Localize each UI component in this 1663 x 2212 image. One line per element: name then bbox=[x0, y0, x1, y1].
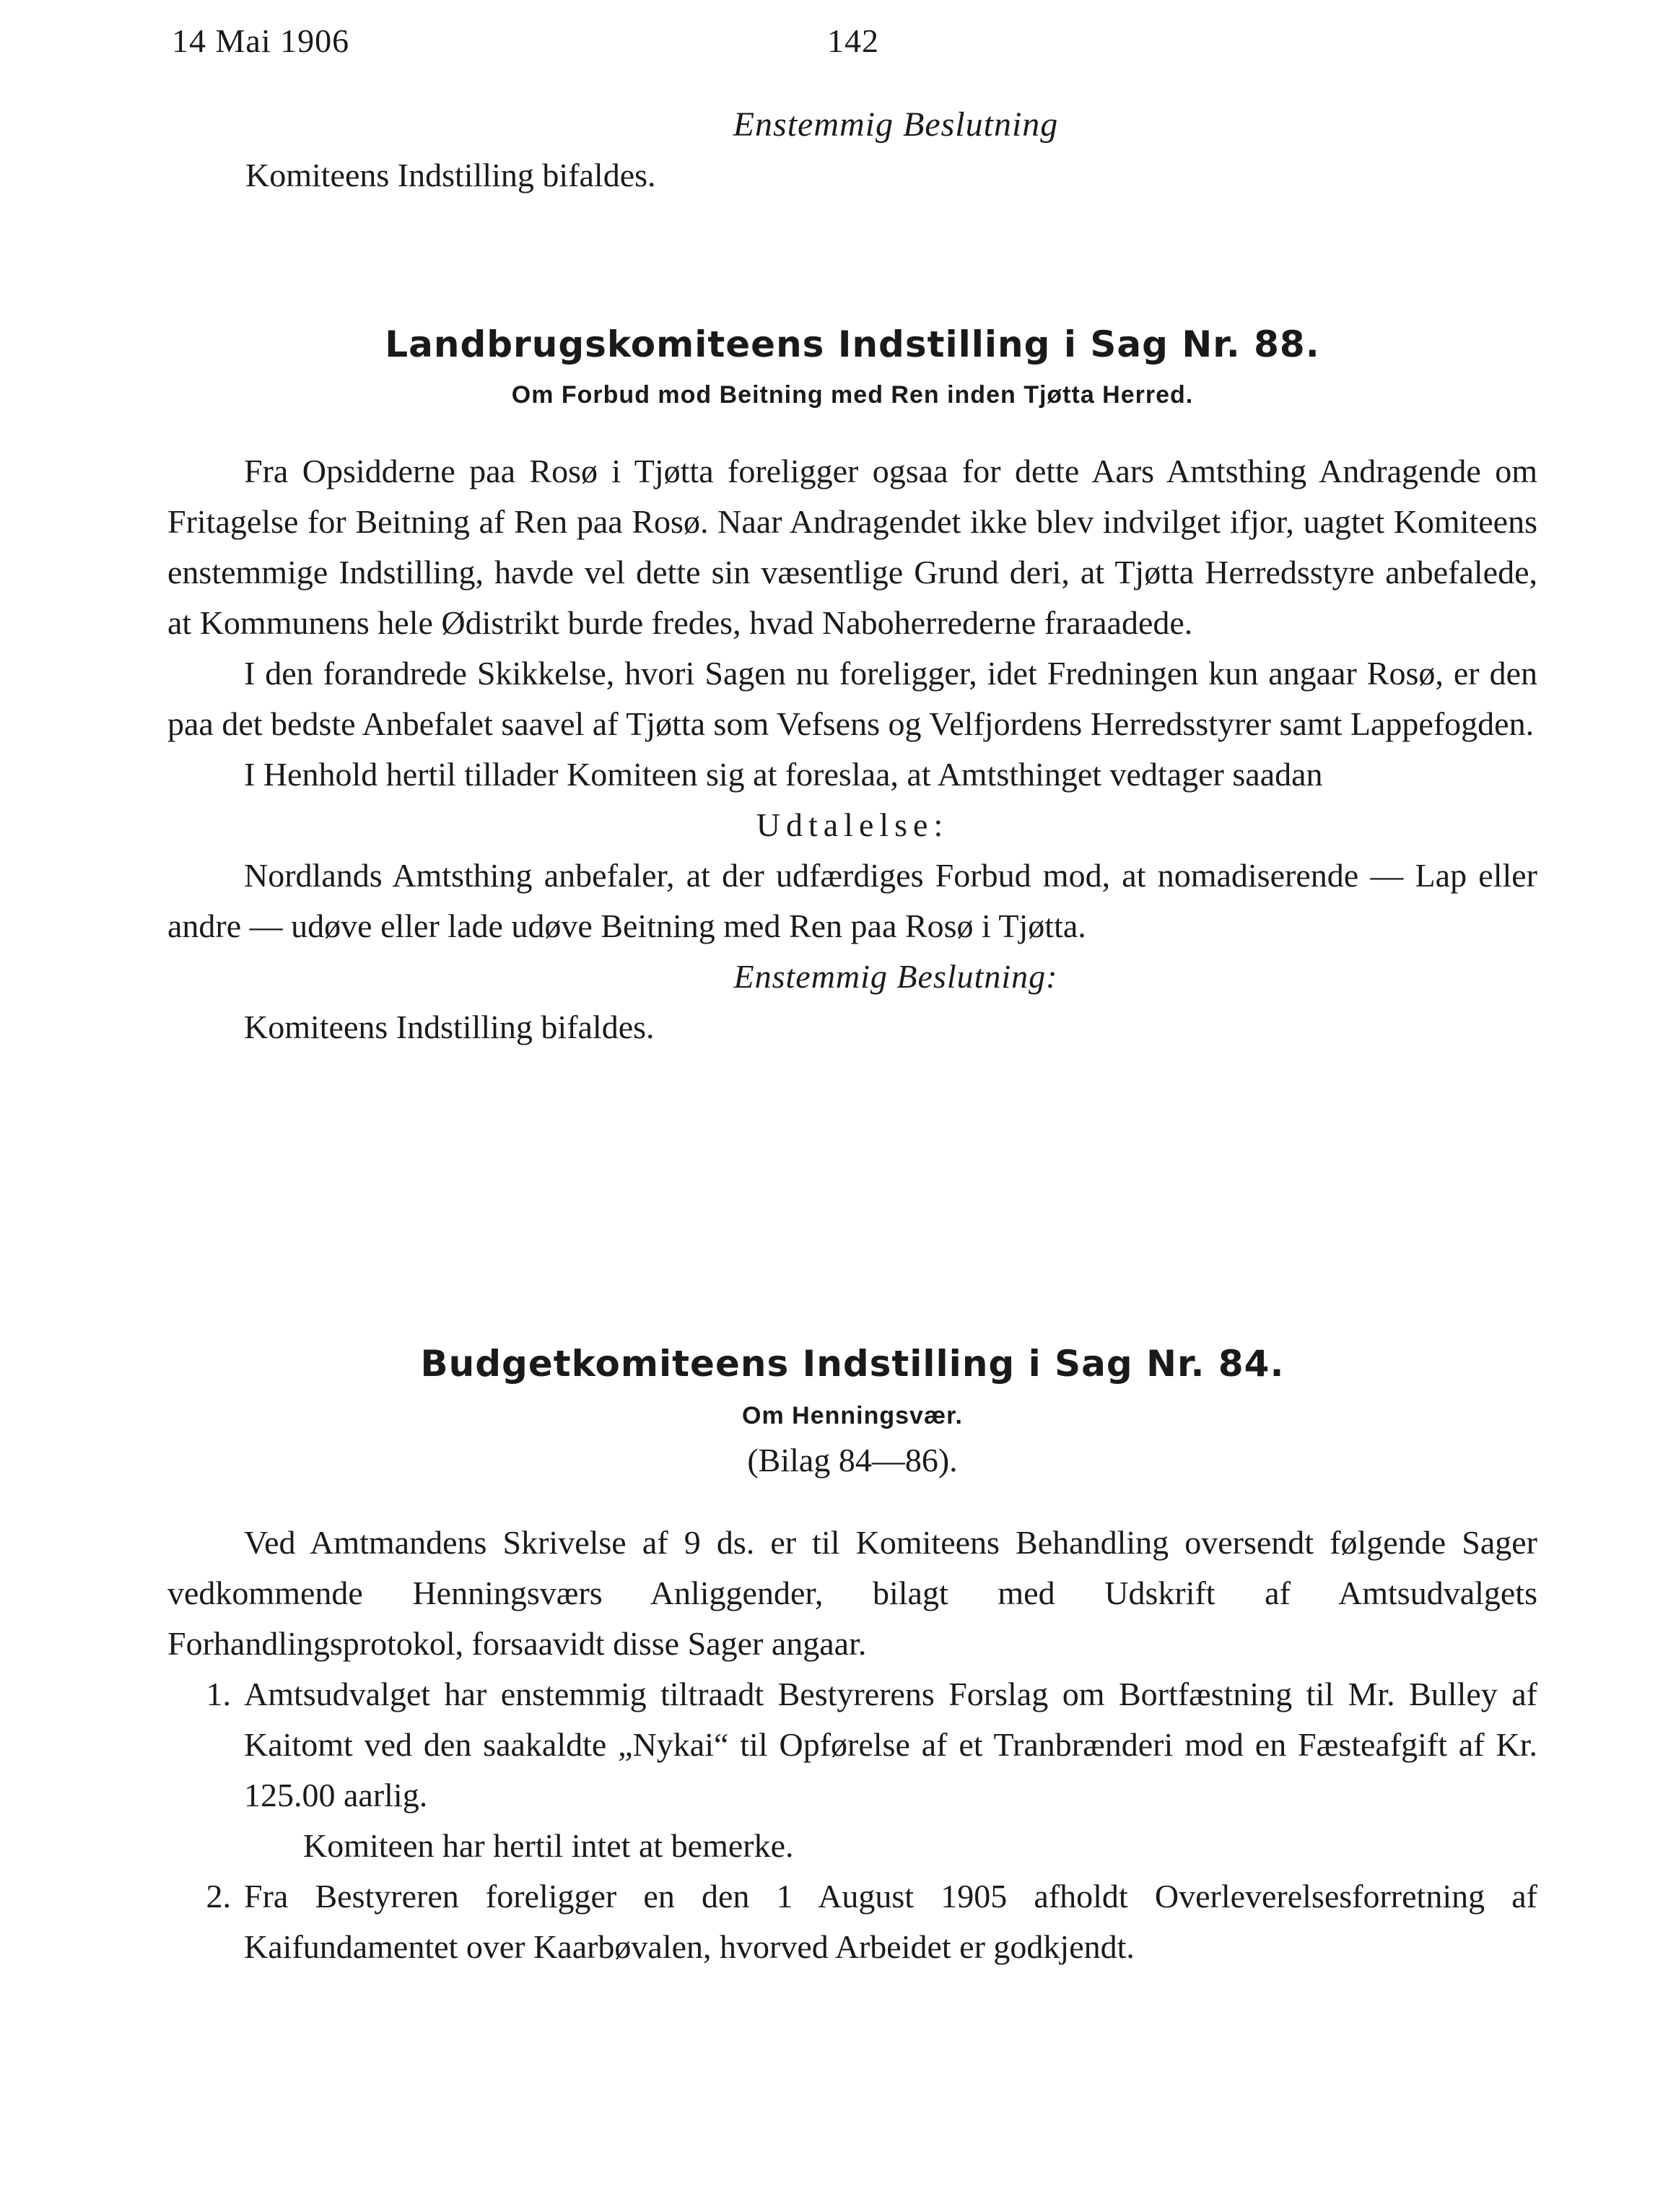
list-item-number: 1. bbox=[206, 1676, 231, 1712]
case-84-intro: Ved Amtmandens Skrivelse af 9 ds. er til Komiteens Behandling oversendt følgende Sager vedkommende Henningsværs Anliggender, bilagt med Udskrift af Amtsudvalgets Forhandlingsprotokol, forsaavidt disse Sager angaar. bbox=[167, 1524, 1537, 1662]
page-date: 14 Mai 1906 bbox=[172, 22, 350, 59]
list-item-number: 2. bbox=[206, 1878, 231, 1915]
case-88-paragraph-3: I Henhold hertil tillader Komiteen sig at foreslaa, at Amtsthinget vedtager saadan bbox=[244, 756, 1323, 793]
statement-label: Udtalelse: bbox=[756, 806, 949, 843]
case-88-paragraph-2: I den forandrede Skikkelse, hvori Sagen nu foreligger, idet Fredningen kun angaar Rosø, er den paa det bedste Anbefalet saavel af Tjøtta som Vefsens og Velfjordens Herredsstyrer samt Lappefogden. bbox=[167, 655, 1537, 742]
list-item-text: Fra Bestyreren foreligger en den 1 August 1905 afholdt Overleverelsesforretning af Kaifundamentet over Kaarbøvalen, hvorved Arbeidet er godkjendt. bbox=[244, 1878, 1537, 1965]
list-item bbox=[167, 1669, 1537, 1821]
list-item-text: Amtsudvalget har enstemmig tiltraadt Bestyrerens Forslag om Bortfæstning til Mr. Bulley af Kaitomt ved den saakaldte „Nykai“ til Opførelse af et Tranbrænderi mod en Fæsteafgift af Kr. 125.00 aarlig. bbox=[244, 1676, 1537, 1813]
list-item bbox=[167, 1871, 1537, 1972]
case-84-subtitle: Om Henningsvær. bbox=[742, 1402, 963, 1429]
case-88-paragraph-1: Fra Opsidderne paa Rosø i Tjøtta foreligger ogsaa for dette Aars Amtsthing Andragende om Fritagelse for Beitning af Ren paa Rosø. Naar Andragendet ikke blev indvilget ifjor, uagtet Komiteens enstemmige Indstilling, havde vel dette sin væsentlige Grund deri, at Tjøtta Herredsstyre anbefalede, at Kommunens hele Ødistrikt burde fredes, hvad Naboherrederne fraraadede. bbox=[167, 453, 1537, 641]
case-88-verdict: Enstemmig Beslutning: bbox=[733, 958, 1058, 995]
case-84-bilag: (Bilag 84—86). bbox=[747, 1442, 958, 1479]
case-84-title: Budgetkomiteens Indstilling i Sag Nr. 84. bbox=[420, 1343, 1285, 1385]
previous-verdict: Enstemmig Beslutning bbox=[733, 105, 1059, 144]
page-number: 142 bbox=[827, 22, 879, 59]
case-88-title: Landbrugskomiteens Indstilling i Sag Nr. 88. bbox=[385, 323, 1320, 365]
previous-result: Komiteens Indstilling bifaldes. bbox=[245, 157, 656, 193]
case-88-subtitle: Om Forbud mod Beitning med Ren inden Tjøtta Herred. bbox=[511, 381, 1194, 409]
case-88-result: Komiteens Indstilling bifaldes. bbox=[244, 1009, 655, 1045]
case-88-body bbox=[167, 446, 1537, 1053]
statement-text: Nordlands Amtsthing anbefaler, at der udfærdiges Forbud mod, at nomadiserende — Lap eller andre — udøve eller lade udøve Beitning med Ren paa Rosø i Tjøtta. bbox=[167, 857, 1537, 944]
case-84-body bbox=[167, 1518, 1537, 1972]
running-head bbox=[0, 22, 1663, 65]
list-item-note: Komiteen har hertil intet at bemerke. bbox=[303, 1827, 794, 1864]
